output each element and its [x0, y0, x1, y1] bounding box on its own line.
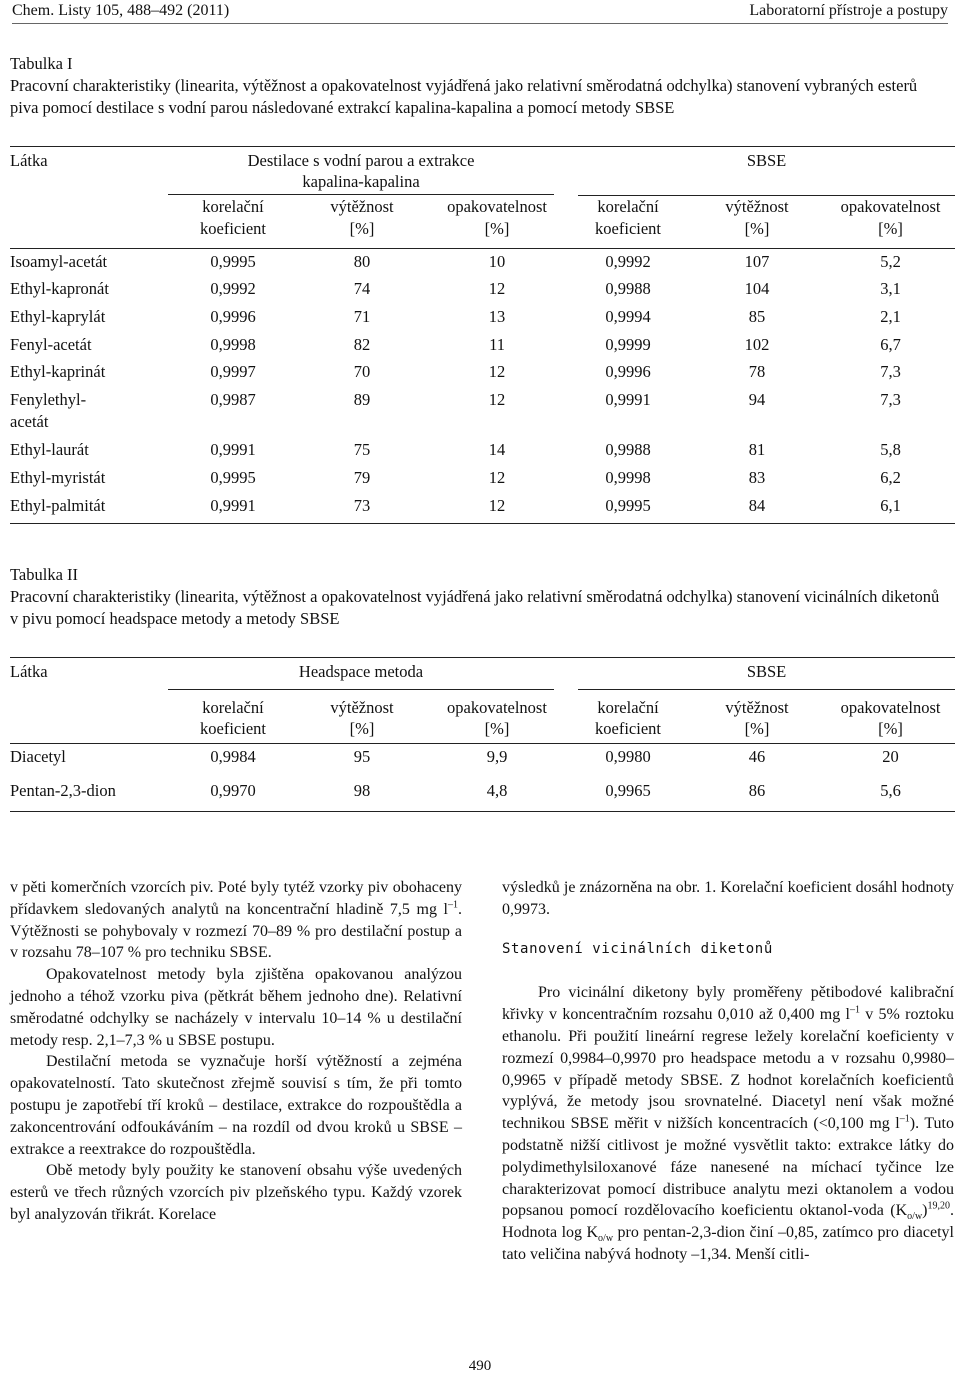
cell-value: 73	[298, 493, 426, 523]
cell-value: 12	[488, 468, 506, 488]
substance-name: Fenyl-acetát	[10, 335, 92, 355]
journal-citation: Chem. Listy 105, 488–492 (2011)	[12, 2, 230, 19]
table1	[10, 146, 955, 524]
substance-name: Fenylethyl- acetát	[10, 390, 87, 431]
cell-value: 7,3	[880, 390, 901, 410]
cell-value: 70	[353, 362, 371, 382]
cell-value: 2,1	[880, 307, 901, 327]
cell-value: 0,9991	[168, 493, 298, 523]
cell-value: 82	[353, 335, 371, 355]
cell-value: 78	[748, 362, 766, 382]
table2-caption	[10, 564, 948, 630]
table1-col-substance: Látka	[10, 147, 168, 197]
substance-name: Ethyl-kaprinát	[10, 362, 106, 382]
cell-value: 0,9991	[605, 390, 651, 410]
table2-row	[10, 778, 955, 812]
substance-name: Ethyl-palmitát	[10, 493, 168, 523]
group1-line1: Destilace s vodní parou a extrakce	[247, 151, 475, 170]
table2-row	[10, 744, 955, 778]
right-paragraph-2: Pro vicinální diketony byly proměřeny pětibodové kalibrační křivky v koncentračním rozsahu 0,010 až 0,400 mg $l^{-1}$ v 5% roztoku ethanolu. Při použití lineární regrese ležely korelační koeficienty v rozmezí 0,9984–0,9970 pro headspace metodu a v rozsahu 0,9980–0,9965 v případě metody SBSE. Z hodnot korelačních koeficientů vyplývá, že metody jsou srovnatelné. Diacetyl není však možné technikou SBSE měřit v nižších koncentracích (<0,100 mg $l^{-1}$). Tuto podstatně nižší citlivost je možné vysvětlit takto: extrakce látky do polydimethylsiloxanové fáze nanesené na míchací tyčince lze charakterizovat pomocí distribuce analytu mezi oktanolem a vodou popsanou pomocí rozdělovacího koeficientu oktanol-voda $(K_{o/w})^{19,20}$. Hodnota $\log K_{o/w}$ pro pentan-2,3-dion činí –0,85, zatímco pro diacetyl tato veličina nabývá hodnoty –1,34. Menší citli-	[502, 984, 955, 1263]
t2-col-vyteznost-sbse: výtěžnost [%]	[688, 692, 826, 744]
cell-value: 5,6	[826, 778, 955, 812]
cell-value: 84	[688, 493, 826, 523]
cell-value: 0,9995	[210, 468, 256, 488]
table1-row	[10, 493, 955, 523]
substance-name: Ethyl-myristát	[10, 468, 106, 488]
col-vyteznost: výtěžnost [%]	[298, 196, 426, 248]
cell-value: 0,9980	[605, 747, 651, 766]
page-number: 490	[468, 1358, 492, 1374]
running-header	[12, 0, 948, 22]
col-korel-sbse: korelační koeficient	[568, 196, 688, 248]
table2	[10, 657, 955, 812]
cell-value: 107	[744, 251, 770, 271]
header-divider	[12, 23, 948, 24]
table1-row	[10, 276, 955, 304]
section-title: Laboratorní přístroje a postupy	[749, 2, 948, 19]
cell-value: 0,9996	[605, 362, 651, 382]
cell-value: 80	[353, 251, 371, 271]
cell-value: 0,9970	[168, 778, 298, 812]
cell-value: 102	[744, 335, 770, 355]
cell-value: 5,8	[880, 440, 901, 460]
cell-value: 11	[489, 335, 505, 355]
cell-value: 75	[353, 440, 371, 460]
cell-value: 79	[353, 468, 371, 488]
table2-subheader	[10, 692, 955, 744]
cell-value: 0,9992	[605, 251, 651, 271]
cell-value: 6,1	[826, 493, 955, 523]
cell-value: 0,9999	[605, 335, 651, 355]
cell-value: 0,9988	[605, 440, 651, 460]
cell-value: 12	[426, 493, 568, 523]
table1-group-header	[10, 147, 955, 197]
cell-value: 7,3	[880, 362, 901, 382]
col-opakovatelnost: opakovatelnost [%]	[426, 196, 568, 248]
cell-value: 4,8	[426, 778, 568, 812]
cell-value: 83	[748, 468, 766, 488]
cell-value: 46	[748, 747, 766, 766]
right-paragraph-1: výsledků je znázorněna na obr. 1. Korelační koeficient dosáhl hodnoty 0,9973.	[502, 879, 954, 918]
table1-row	[10, 465, 955, 493]
table2-col-substance: Látka	[10, 658, 168, 692]
cell-value: 12	[488, 362, 506, 382]
left-paragraph-2: Opakovatelnost metody byla zjištěna opakovanou analýzou jednoho a téhož vzorku piva (pětkrát během jednoho dne). Relativní směrodatné odchylky se nacházely v intervalu 10–14 % u destilační metody resp. 2,1–7,3 % u SBSE postupu.	[10, 966, 462, 1049]
cell-value: 5,2	[880, 251, 901, 271]
substance-name: Ethyl-kapronát	[10, 279, 109, 299]
table1-row	[10, 359, 955, 387]
body-right-column	[502, 877, 954, 1266]
cell-value: 71	[353, 307, 371, 327]
table1-row	[10, 248, 955, 276]
substance-name: Ethyl-kaprylát	[10, 307, 106, 327]
left-paragraph-4: Obě metody byly použity ke stanovení obsahu výše uvedených esterů ve třech různých vzorcích piv plzeňského typu. Každý vzorek byl analyzován třikrát. Korelace	[10, 1162, 462, 1223]
t2-col-korel-sbse: korelační koeficient	[568, 692, 688, 744]
table1-row	[10, 437, 955, 465]
cell-value: 12	[488, 390, 506, 410]
cell-value: 6,7	[880, 335, 901, 355]
substance-name: Ethyl-laurát	[10, 440, 89, 460]
substance-name: Isoamyl-acetát	[10, 251, 108, 271]
table1-group-distillation	[168, 147, 568, 197]
cell-value: 86	[688, 778, 826, 812]
cell-value: 95	[353, 747, 371, 766]
table1-row	[10, 304, 955, 332]
table1-row	[10, 332, 955, 359]
cell-value: 0,9965	[568, 778, 688, 812]
cell-value: 6,2	[880, 468, 901, 488]
table2-label: Tabulka II	[10, 565, 79, 584]
substance-name: Pentan-2,3-dion	[10, 778, 168, 812]
cell-value: 0,9998	[210, 335, 256, 355]
t2-col-korel: korelační koeficient	[168, 692, 298, 744]
col-vyteznost-sbse: výtěžnost [%]	[688, 196, 826, 248]
cell-value: 0,9996	[210, 307, 256, 327]
group1-line2: kapalina-kapalina	[302, 172, 420, 192]
table1-subheader	[10, 196, 955, 248]
table2-group-headspace: Headspace metoda	[168, 658, 568, 692]
left-paragraph-3: Destilační metoda se vyznačuje horší výtěžností a zejména opakovatelností. Tato skutečnost zřejmě souvisí s tím, že při tomto postupu je zapotřebí tří kroků – destilace, extrakce do rozpouštědla a zakoncentrování odfoukáváním – na rozdíl od dvou kroků u SBSE – extrakce a reextrakce do rozpouštědla.	[10, 1053, 462, 1158]
t2-col-opakovatelnost-sbse: opakovatelnost [%]	[826, 692, 955, 744]
body-left-column	[10, 877, 462, 1226]
cell-value: 12	[488, 279, 506, 299]
cell-value: 94	[748, 390, 766, 410]
substance-name: Diacetyl	[10, 747, 66, 766]
cell-value: 9,9	[486, 747, 508, 766]
t2-col-opakovatelnost: opakovatelnost [%]	[426, 692, 568, 744]
table2-title: Pracovní charakteristiky (linearita, výtěžnost a opakovatelnost vyjádřená jako relativní směrodatná odchylka) stanovení vicinálních diketonů v pivu pomocí headspace metody a metody SBSE	[10, 587, 940, 628]
table1-row	[10, 387, 955, 437]
cell-value: 81	[748, 440, 766, 460]
t2-col-vyteznost: výtěžnost [%]	[298, 692, 426, 744]
table2-group-sbse: SBSE	[568, 658, 955, 692]
cell-value: 10	[488, 251, 506, 271]
table2-group-header	[10, 658, 955, 692]
cell-value: 85	[748, 307, 766, 327]
table1-caption	[10, 53, 948, 119]
cell-value: 104	[744, 279, 770, 299]
cell-value: 0,9991	[210, 440, 256, 460]
cell-value: 14	[488, 440, 506, 460]
cell-value: 3,1	[880, 279, 901, 299]
table1-label: Tabulka I	[10, 54, 73, 73]
table1-group-sbse: SBSE	[568, 147, 955, 197]
col-korel: korelační koeficient	[168, 196, 298, 248]
col-opakovatelnost-sbse: opakovatelnost [%]	[826, 196, 955, 248]
cell-value: 0,9995	[210, 251, 256, 271]
cell-value: 0,9988	[605, 279, 651, 299]
cell-value: 0,9984	[210, 747, 256, 766]
cell-value: 0,9987	[210, 390, 256, 410]
cell-value: 13	[488, 307, 506, 327]
cell-value: 0,9992	[210, 279, 256, 299]
cell-value: 0,9995	[568, 493, 688, 523]
table1-title: Pracovní charakteristiky (linearita, výtěžnost a opakovatelnost vyjádřená jako relativní směrodatná odchylka) stanovení vybraných esterů piva pomocí destilace s vodní parou následované extrakcí kapalina-kapalina a pomocí metody SBSE	[10, 76, 918, 117]
cell-value: 89	[353, 390, 371, 410]
left-paragraph-1: v pěti komerčních vzorcích piv. Poté byly tytéž vzorky piv obohaceny přídavkem sledovaných analytů na koncentrační hladině 7,5 mg $l^{-1}$. Výtěžnosti se pohybovaly v rozmezí 70–89 % pro destilační postup a v rozsahu 78–107 % pro techniku SBSE.	[10, 879, 462, 962]
cell-value: 0,9998	[605, 468, 651, 488]
cell-value: 74	[353, 279, 371, 299]
cell-value: 98	[298, 778, 426, 812]
cell-value: 20	[882, 747, 899, 766]
cell-value: 0,9997	[210, 362, 256, 382]
cell-value: 0,9994	[605, 307, 651, 327]
section-heading: Stanovení vicinálních diketonů	[502, 940, 773, 957]
